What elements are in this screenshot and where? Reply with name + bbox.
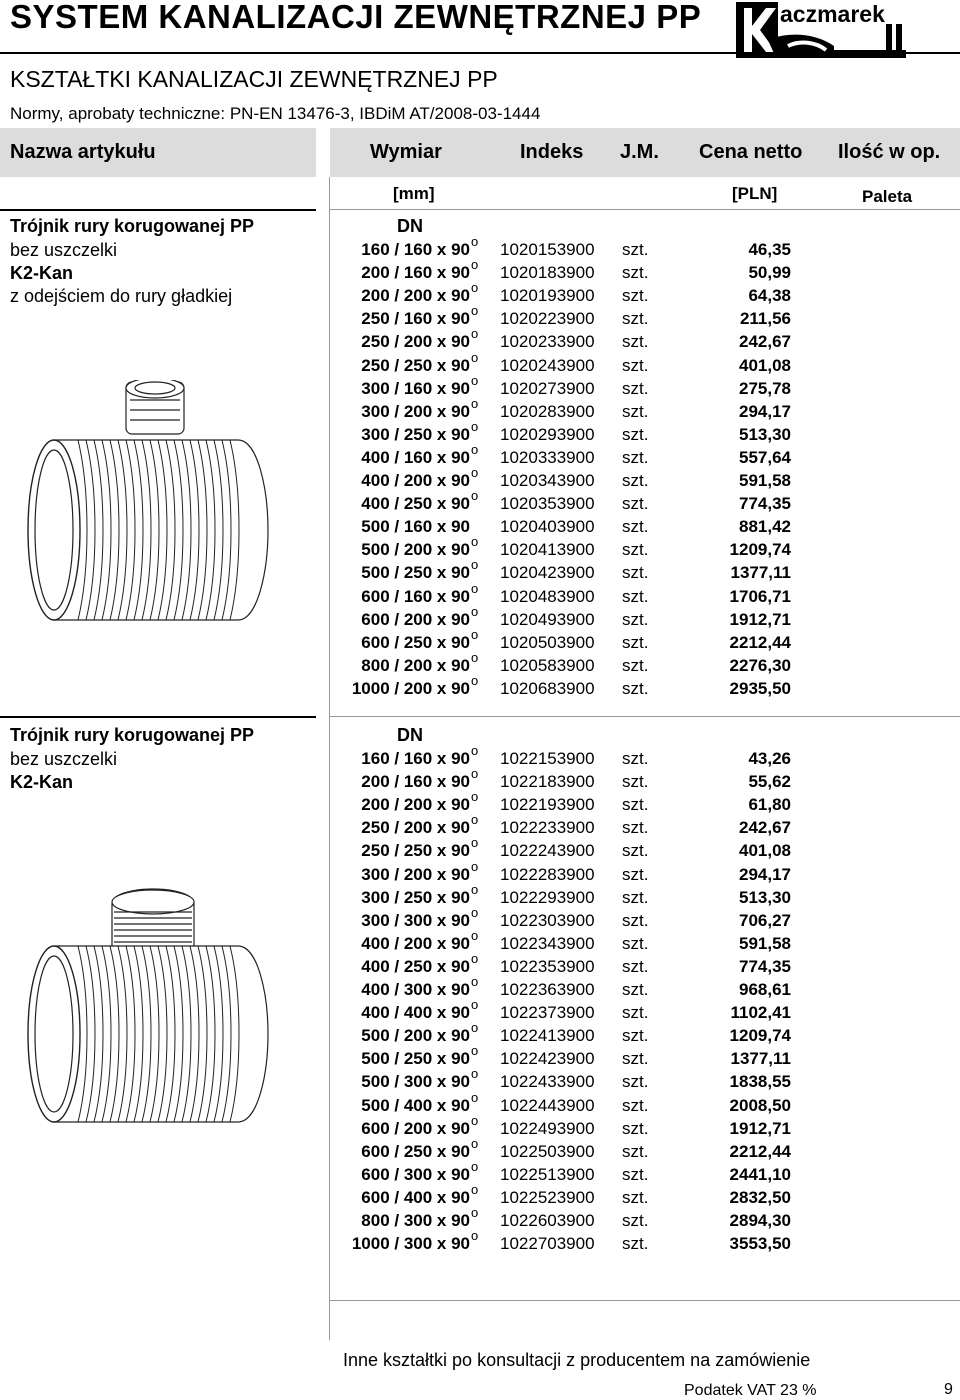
price-cell: 1377,11 xyxy=(730,1049,791,1069)
index-cell: 1020493900 xyxy=(500,609,595,629)
price-cell: 881,42 xyxy=(739,517,791,537)
degree-mark: o xyxy=(471,927,479,943)
degree-mark: o xyxy=(471,974,479,989)
size-cell: 600 / 400 x 90 xyxy=(361,1187,470,1207)
price-cell: 2212,44 xyxy=(729,1141,791,1161)
size-cell: 600 / 250 x 90 xyxy=(361,1141,470,1161)
index-cell: 1020353900 xyxy=(500,494,595,514)
index-cell: 1020413900 xyxy=(500,540,595,560)
degree-mark: o xyxy=(471,881,479,897)
degree-mark: o xyxy=(471,488,479,504)
col-name-header: Nazwa artykułu xyxy=(10,141,156,163)
price-cell: 55,62 xyxy=(748,772,791,792)
price-cell: 1912,71 xyxy=(729,609,791,629)
price-cell: 557,64 xyxy=(739,447,791,467)
index-cell: 1020683900 xyxy=(500,678,595,698)
size-cell: 500 / 300 x 90 xyxy=(361,1072,470,1092)
unit-cell: szt. xyxy=(622,240,649,259)
column-header-separator xyxy=(316,128,330,177)
price-cell: 2935,50 xyxy=(729,678,791,698)
table-bottom-line xyxy=(329,1300,960,1301)
index-cell: 1022703900 xyxy=(500,1234,595,1254)
price-cell: 1706,71 xyxy=(729,586,791,606)
index-cell: 1020583900 xyxy=(500,655,595,675)
index-cell: 1022433900 xyxy=(500,1072,595,1092)
unit-cell: szt. xyxy=(622,1234,649,1254)
price-cell: 1102,41 xyxy=(730,1003,791,1023)
size-cell: 250 / 250 x 90 xyxy=(361,841,470,861)
price-cell: 294,17 xyxy=(739,401,791,421)
index-cell: 1020153900 xyxy=(500,240,595,259)
header-bottom-line xyxy=(329,209,960,210)
size-cell: 200 / 200 x 90 xyxy=(361,286,470,306)
size-cell: 160 / 160 x 90 xyxy=(361,240,470,259)
tee-fitting-image-2 xyxy=(18,888,273,1128)
degree-mark: o xyxy=(471,557,479,573)
section-1-line-3: z odejściem do rury gładkiej xyxy=(10,286,233,306)
index-cell: 1020403900 xyxy=(500,517,595,537)
index-cell: 1020223900 xyxy=(500,309,595,329)
price-unit: [PLN] xyxy=(732,184,778,203)
size-cell: 600 / 160 x 90 xyxy=(361,586,470,606)
price-cell: 61,80 xyxy=(748,795,791,815)
index-cell: 1022363900 xyxy=(500,980,595,999)
index-cell: 1022503900 xyxy=(500,1141,595,1161)
size-cell: 500 / 250 x 90 xyxy=(361,1049,470,1069)
unit-cell: szt. xyxy=(622,517,649,537)
degree-mark: o xyxy=(471,835,479,851)
col-size-header: Wymiar xyxy=(370,141,442,163)
size-cell: 200 / 200 x 90 xyxy=(361,795,470,815)
size-cell: 250 / 200 x 90 xyxy=(361,332,470,352)
index-cell: 1022293900 xyxy=(500,887,595,907)
size-cell: 400 / 250 x 90 xyxy=(361,494,470,514)
col-index-header: Indeks xyxy=(520,141,584,163)
size-cell: 800 / 300 x 90 xyxy=(361,1211,470,1230)
degree-mark: o xyxy=(471,950,479,966)
price-cell: 774,35 xyxy=(739,956,791,976)
footer-note: Inne kształtki po konsultacji z producentem na zamówienie xyxy=(343,1350,811,1370)
index-cell: 1022523900 xyxy=(500,1187,595,1207)
size-cell: 600 / 250 x 90 xyxy=(361,632,470,652)
degree-mark: o xyxy=(471,1135,479,1151)
section-1-line-1: bez uszczelki xyxy=(10,240,118,260)
degree-mark: o xyxy=(471,234,479,249)
price-cell: 46,35 xyxy=(748,240,791,259)
size-cell: 300 / 200 x 90 xyxy=(361,401,470,421)
unit-cell: szt. xyxy=(622,494,649,514)
size-cell: 800 / 200 x 90 xyxy=(361,655,470,675)
index-cell: 1022443900 xyxy=(500,1095,595,1115)
degree-mark: o xyxy=(471,1112,479,1128)
section-1-rule xyxy=(0,209,316,211)
price-cell: 275,78 xyxy=(739,378,791,398)
index-cell: 1022603900 xyxy=(500,1211,595,1230)
unit-cell: szt. xyxy=(622,910,649,930)
unit-cell: szt. xyxy=(622,286,649,306)
degree-mark: o xyxy=(471,904,479,920)
index-cell: 1020483900 xyxy=(500,586,595,606)
index-cell: 1020343900 xyxy=(500,471,595,490)
unit-cell: szt. xyxy=(622,1164,649,1184)
price-cell: 2441,10 xyxy=(729,1164,791,1184)
price-cell: 2894,30 xyxy=(729,1211,791,1230)
unit-cell: szt. xyxy=(622,632,649,652)
price-cell: 2008,50 xyxy=(729,1095,791,1115)
price-cell: 591,58 xyxy=(739,933,791,953)
degree-mark: o xyxy=(471,743,479,758)
index-cell: 1020273900 xyxy=(500,378,595,398)
index-cell: 1022353900 xyxy=(500,956,595,976)
size-cell: 400 / 200 x 90 xyxy=(361,471,470,490)
unit-cell: szt. xyxy=(622,1211,649,1230)
unit-cell: szt. xyxy=(622,795,649,815)
size-cell: 160 / 160 x 90 xyxy=(361,749,470,768)
unit-cell: szt. xyxy=(622,332,649,352)
price-cell: 1912,71 xyxy=(729,1118,791,1138)
index-cell: 1020333900 xyxy=(500,447,595,467)
price-cell: 50,99 xyxy=(748,263,791,283)
degree-mark: o xyxy=(471,1066,479,1082)
unit-cell: szt. xyxy=(622,471,649,490)
company-logo xyxy=(736,2,906,58)
degree-mark: o xyxy=(471,1043,479,1059)
section-2-line-2: K2-Kan xyxy=(10,772,74,792)
unit-cell: szt. xyxy=(622,772,649,792)
subtitle: KSZTAŁTKI KANALIZACJI ZEWNĘTRZNEJ PP xyxy=(10,66,498,92)
price-cell: 1838,55 xyxy=(729,1072,791,1092)
index-cell: 1022283900 xyxy=(500,864,595,884)
price-cell: 43,26 xyxy=(748,749,791,768)
degree-mark: o xyxy=(471,766,479,782)
price-cell: 591,58 xyxy=(739,471,791,490)
unit-cell: szt. xyxy=(622,956,649,976)
price-cell: 2832,50 xyxy=(729,1187,791,1207)
degree-mark: o xyxy=(471,1158,479,1174)
index-cell: 1020233900 xyxy=(500,332,595,352)
index-cell: 1022373900 xyxy=(500,1003,595,1023)
unit-cell: szt. xyxy=(622,609,649,629)
degree-mark: o xyxy=(471,395,479,411)
price-cell: 1377,11 xyxy=(730,563,791,583)
unit-cell: szt. xyxy=(622,378,649,398)
norms-text: Normy, aprobaty techniczne: PN-EN 13476-3, IBDiM AT/2008-03-1444 xyxy=(10,104,541,123)
degree-mark: o xyxy=(471,372,479,388)
col-qty-header: Ilość w op. xyxy=(838,141,941,163)
degree-mark: o xyxy=(471,649,479,665)
unit-cell: szt. xyxy=(622,1118,649,1138)
index-cell: 1022193900 xyxy=(500,795,595,815)
title-rule xyxy=(0,52,960,54)
size-cell: 400 / 250 x 90 xyxy=(361,956,470,976)
unit-cell: szt. xyxy=(622,563,649,583)
col-unit-header: J.M. xyxy=(620,141,659,163)
branch-socket xyxy=(126,380,184,434)
section-1-title: Trójnik rury korugowanej PP xyxy=(10,216,255,236)
unit-cell: szt. xyxy=(622,401,649,421)
unit-cell: szt. xyxy=(622,818,649,838)
price-cell: 3553,50 xyxy=(729,1234,791,1254)
unit-cell: szt. xyxy=(622,841,649,861)
size-cell: 200 / 160 x 90 xyxy=(361,263,470,283)
price-cell: 211,56 xyxy=(739,309,791,329)
size-cell: 300 / 250 x 90 xyxy=(361,887,470,907)
unit-cell: szt. xyxy=(622,263,649,283)
tee-fitting-image xyxy=(18,380,273,630)
index-cell: 1022153900 xyxy=(500,749,595,768)
size-cell: 600 / 200 x 90 xyxy=(361,609,470,629)
size-cell: 500 / 160 x 90 xyxy=(361,517,470,537)
index-cell: 1020243900 xyxy=(500,355,595,375)
unit-cell: szt. xyxy=(622,678,649,698)
index-cell: 1020193900 xyxy=(500,286,595,306)
unit-cell: szt. xyxy=(622,355,649,375)
size-cell: 300 / 200 x 90 xyxy=(361,864,470,884)
price-cell: 64,38 xyxy=(748,286,791,306)
index-cell: 1022233900 xyxy=(500,818,595,838)
degree-mark: o xyxy=(471,1228,479,1244)
degree-mark: o xyxy=(471,789,479,805)
degree-mark: o xyxy=(471,326,479,342)
degree-mark: o xyxy=(471,441,479,457)
price-cell: 242,67 xyxy=(739,332,791,352)
unit-cell: szt. xyxy=(622,749,649,768)
size-cell: 500 / 250 x 90 xyxy=(361,563,470,583)
degree-mark: o xyxy=(471,257,479,273)
section-divider-line xyxy=(329,716,960,717)
unit-cell: szt. xyxy=(622,586,649,606)
degree-mark: o xyxy=(471,672,479,688)
degree-mark: o xyxy=(471,1020,479,1036)
unit-cell: szt. xyxy=(622,424,649,444)
unit-cell: szt. xyxy=(622,309,649,329)
price-cell: 1209,74 xyxy=(729,1026,791,1046)
page-title: SYSTEM KANALIZACJI ZEWNĘTRZNEJ PP xyxy=(10,0,702,35)
price-cell: 513,30 xyxy=(739,424,791,444)
degree-mark: o xyxy=(471,580,479,596)
degree-mark: o xyxy=(471,626,479,642)
size-cell: 1000 / 300 x 90 xyxy=(351,1234,470,1254)
section-1-dn-label: DN xyxy=(397,216,423,236)
price-cell: 2276,30 xyxy=(729,655,791,675)
size-cell: 300 / 160 x 90 xyxy=(361,378,470,398)
price-cell: 2212,44 xyxy=(729,632,791,652)
size-cell: 250 / 200 x 90 xyxy=(361,818,470,838)
size-cell: 400 / 300 x 90 xyxy=(361,980,470,999)
size-cell: 600 / 200 x 90 xyxy=(361,1118,470,1138)
unit-cell: szt. xyxy=(622,1049,649,1069)
unit-cell: szt. xyxy=(622,1187,649,1207)
degree-mark: o xyxy=(471,534,479,550)
qty-unit: Paleta xyxy=(862,187,913,206)
unit-cell: szt. xyxy=(622,655,649,675)
degree-mark: o xyxy=(471,465,479,480)
section-2-line-1: bez uszczelki xyxy=(10,749,118,769)
degree-mark: o xyxy=(471,418,479,434)
unit-cell: szt. xyxy=(622,980,649,999)
degree-mark: o xyxy=(471,280,479,296)
index-cell: 1020423900 xyxy=(500,563,595,583)
index-cell: 1022303900 xyxy=(500,910,595,930)
degree-mark: o xyxy=(471,603,479,619)
price-cell: 401,08 xyxy=(739,355,791,375)
price-cell: 513,30 xyxy=(739,887,791,907)
section-1-line-2: K2-Kan xyxy=(10,263,74,283)
price-cell: 294,17 xyxy=(739,864,791,884)
index-cell: 1022343900 xyxy=(500,933,595,953)
page-number: 9 xyxy=(944,1381,953,1398)
unit-cell: szt. xyxy=(622,1003,649,1023)
size-cell: 250 / 250 x 90 xyxy=(361,355,470,375)
degree-mark: o xyxy=(471,812,479,828)
size-cell: 200 / 160 x 90 xyxy=(361,772,470,792)
vat-note: Podatek VAT 23 % xyxy=(684,1382,817,1399)
size-cell: 1000 / 200 x 90 xyxy=(351,678,470,698)
size-cell: 500 / 200 x 90 xyxy=(361,1026,470,1046)
degree-mark: o xyxy=(471,303,479,319)
section-2-dn-label: DN xyxy=(397,725,423,745)
price-cell: 968,61 xyxy=(739,980,791,999)
unit-cell: szt. xyxy=(622,1072,649,1092)
unit-cell: szt. xyxy=(622,1026,649,1046)
price-cell: 401,08 xyxy=(739,841,791,861)
degree-mark: o xyxy=(471,997,479,1013)
size-cell: 500 / 200 x 90 xyxy=(361,540,470,560)
price-cell: 1209,74 xyxy=(729,540,791,560)
degree-mark: o xyxy=(471,858,479,874)
section-2-rule xyxy=(0,716,316,718)
section-2-title: Trójnik rury korugowanej PP xyxy=(10,725,255,745)
logo-text: aczmarek xyxy=(780,2,885,27)
unit-cell: szt. xyxy=(622,447,649,467)
index-cell: 1020503900 xyxy=(500,632,595,652)
col-price-header: Cena netto xyxy=(699,141,803,163)
index-cell: 1022513900 xyxy=(500,1164,595,1184)
price-cell: 706,27 xyxy=(739,910,791,930)
size-cell: 600 / 300 x 90 xyxy=(361,1164,470,1184)
unit-cell: szt. xyxy=(622,540,649,560)
size-cell: 250 / 160 x 90 xyxy=(361,309,470,329)
index-cell: 1022413900 xyxy=(500,1026,595,1046)
index-cell: 1022243900 xyxy=(500,841,595,861)
unit-cell: szt. xyxy=(622,1095,649,1115)
size-cell: 300 / 300 x 90 xyxy=(361,910,470,930)
price-cell: 774,35 xyxy=(739,494,791,514)
price-cell: 242,67 xyxy=(739,818,791,838)
index-cell: 1022493900 xyxy=(500,1118,595,1138)
unit-cell: szt. xyxy=(622,864,649,884)
index-cell: 1020293900 xyxy=(500,424,595,444)
size-cell: 400 / 400 x 90 xyxy=(361,1003,470,1023)
unit-cell: szt. xyxy=(622,887,649,907)
unit-cell: szt. xyxy=(622,933,649,953)
index-cell: 1022183900 xyxy=(500,772,595,792)
size-cell: 400 / 200 x 90 xyxy=(361,933,470,953)
index-cell: 1020283900 xyxy=(500,401,595,421)
index-cell: 1020183900 xyxy=(500,263,595,283)
size-cell: 500 / 400 x 90 xyxy=(361,1095,470,1115)
size-cell: 400 / 160 x 90 xyxy=(361,447,470,467)
size-unit: [mm] xyxy=(393,184,435,203)
size-cell: 300 / 250 x 90 xyxy=(361,424,470,444)
unit-cell: szt. xyxy=(622,1141,649,1161)
degree-mark: o xyxy=(471,1181,479,1197)
branch-socket-2 xyxy=(112,889,194,946)
degree-mark: o xyxy=(471,349,479,365)
degree-mark: o xyxy=(471,1205,479,1220)
index-cell: 1022423900 xyxy=(500,1049,595,1069)
degree-mark: o xyxy=(471,1089,479,1105)
